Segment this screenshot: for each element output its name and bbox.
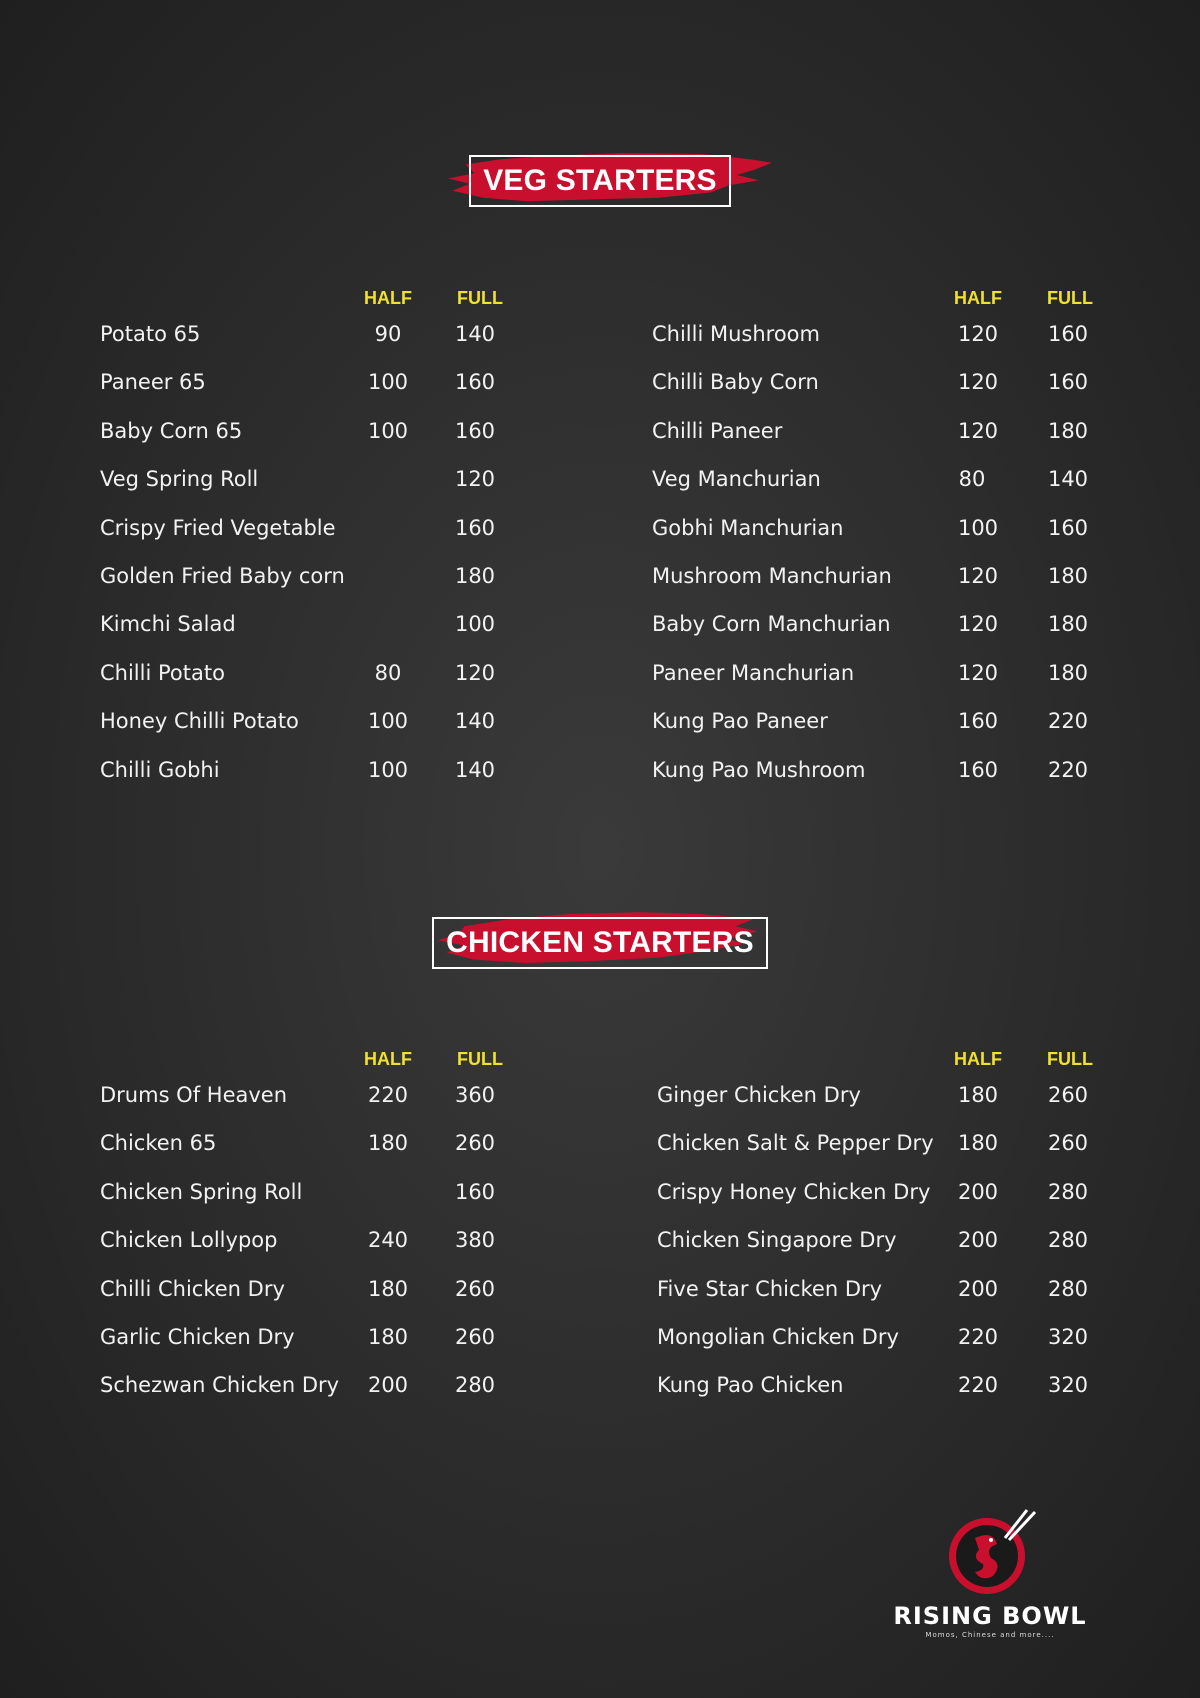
menu-item-row xyxy=(100,653,560,701)
item-name: Paneer 65 xyxy=(100,370,206,395)
column-header xyxy=(100,288,560,314)
section-title: VEG STARTERS xyxy=(469,155,731,207)
menu-item-row xyxy=(652,556,1112,604)
half-price: 120 xyxy=(957,612,999,637)
chicken-menu-column-left xyxy=(100,1049,560,1414)
full-price: 260 xyxy=(1047,1083,1089,1107)
menu-item-row xyxy=(100,1172,560,1220)
full-price: 260 xyxy=(454,1276,496,1301)
half-label: HALF xyxy=(954,1049,1002,1069)
half-price: 100 xyxy=(957,515,999,540)
item-name: Mongolian Chicken Dry xyxy=(657,1324,899,1349)
menu-item-row xyxy=(657,1220,1117,1268)
full-price: 280 xyxy=(454,1373,496,1398)
chicken-menu-column-right xyxy=(657,1049,1117,1414)
full-price: 160 xyxy=(1047,322,1089,346)
menu-item-row xyxy=(652,459,1112,507)
full-price: 100 xyxy=(454,612,496,637)
half-price: 100 xyxy=(367,709,409,734)
half-price: 200 xyxy=(957,1228,999,1253)
full-price: 140 xyxy=(454,757,496,782)
half-price: 240 xyxy=(367,1228,409,1253)
item-name: Kung Pao Paneer xyxy=(652,709,828,734)
item-name: Veg Manchurian xyxy=(652,467,821,492)
menu-item-row xyxy=(100,1365,560,1413)
menu-item-row xyxy=(100,701,560,749)
half-label: HALF xyxy=(364,1049,412,1069)
item-name: Chicken 65 xyxy=(100,1131,217,1156)
item-name: Chicken Spring Roll xyxy=(100,1179,303,1204)
menu-item-row xyxy=(652,653,1112,701)
menu-item-row xyxy=(100,1220,560,1268)
half-price: 200 xyxy=(957,1276,999,1301)
veg-menu-column-left xyxy=(100,288,560,798)
half-price: 100 xyxy=(367,757,409,782)
full-price: 260 xyxy=(454,1324,496,1349)
item-name: Baby Corn 65 xyxy=(100,418,243,443)
half-price: 220 xyxy=(957,1324,999,1349)
half-price: 200 xyxy=(367,1373,409,1398)
menu-item-row xyxy=(652,750,1112,798)
menu-item-row xyxy=(657,1317,1117,1365)
half-price: 120 xyxy=(957,563,999,588)
section-title: CHICKEN STARTERS xyxy=(432,917,768,969)
half-price: 120 xyxy=(957,322,999,346)
menu-item-row xyxy=(100,459,560,507)
menu-item-row xyxy=(100,1123,560,1171)
item-name: Veg Spring Roll xyxy=(100,467,259,492)
item-name: Crispy Honey Chicken Dry xyxy=(657,1179,931,1204)
full-price: 160 xyxy=(454,370,496,395)
item-name: Honey Chilli Potato xyxy=(100,709,299,734)
full-label: FULL xyxy=(457,288,503,308)
half-price: 90 xyxy=(374,322,402,346)
menu-item-row xyxy=(100,362,560,410)
full-price: 140 xyxy=(1047,467,1089,492)
menu-item-row xyxy=(652,314,1112,362)
item-name: Paneer Manchurian xyxy=(652,660,855,685)
item-name: Baby Corn Manchurian xyxy=(652,612,891,637)
menu-item-row xyxy=(652,604,1112,652)
menu-item-row xyxy=(100,314,560,362)
full-price: 180 xyxy=(1047,563,1089,588)
menu-item-row xyxy=(657,1269,1117,1317)
half-price: 100 xyxy=(367,370,409,395)
menu-item-row xyxy=(100,508,560,556)
full-price: 140 xyxy=(454,709,496,734)
half-price: 180 xyxy=(367,1131,409,1156)
item-name: Five Star Chicken Dry xyxy=(657,1276,883,1301)
chicken-starters-header xyxy=(0,917,1200,969)
item-name: Chicken Lollypop xyxy=(100,1228,278,1253)
menu-item-row xyxy=(652,411,1112,459)
menu-item-row xyxy=(657,1365,1117,1413)
menu-item-row xyxy=(652,362,1112,410)
half-label: HALF xyxy=(364,288,412,308)
menu-item-row xyxy=(100,556,560,604)
half-price: 160 xyxy=(957,709,999,734)
item-name: Mushroom Manchurian xyxy=(652,563,892,588)
half-price: 120 xyxy=(957,370,999,395)
full-price: 220 xyxy=(1047,709,1089,734)
half-price: 180 xyxy=(957,1083,999,1107)
full-price: 320 xyxy=(1047,1373,1089,1398)
half-price: 160 xyxy=(957,757,999,782)
dragon-bowl-icon xyxy=(945,1508,1045,1600)
half-price: 180 xyxy=(957,1131,999,1156)
item-name: Kimchi Salad xyxy=(100,612,236,637)
item-name: Chicken Singapore Dry xyxy=(657,1228,897,1253)
menu-item-row xyxy=(100,1269,560,1317)
item-name: Chilli Mushroom xyxy=(652,322,820,346)
menu-item-row xyxy=(100,411,560,459)
full-label: FULL xyxy=(1047,1049,1093,1069)
item-name: Chicken Salt & Pepper Dry xyxy=(657,1131,934,1156)
item-name: Potato 65 xyxy=(100,322,201,346)
full-price: 160 xyxy=(454,418,496,443)
full-price: 320 xyxy=(1047,1324,1089,1349)
item-name: Chilli Gobhi xyxy=(100,757,220,782)
full-price: 180 xyxy=(1047,418,1089,443)
menu-item-row xyxy=(100,604,560,652)
half-label: HALF xyxy=(954,288,1002,308)
half-price: 100 xyxy=(367,418,409,443)
full-price: 180 xyxy=(1047,612,1089,637)
item-name: Chilli Paneer xyxy=(652,418,783,443)
full-price: 120 xyxy=(454,467,496,492)
full-price: 180 xyxy=(454,563,496,588)
half-price: 200 xyxy=(957,1179,999,1204)
item-name: Kung Pao Mushroom xyxy=(652,757,866,782)
full-price: 380 xyxy=(454,1228,496,1253)
column-header xyxy=(652,288,1112,314)
column-header xyxy=(657,1049,1117,1075)
full-price: 260 xyxy=(1047,1131,1089,1156)
half-price: 80 xyxy=(374,660,402,685)
half-price: 120 xyxy=(957,660,999,685)
full-price: 280 xyxy=(1047,1179,1089,1204)
full-price: 160 xyxy=(1047,515,1089,540)
item-name: Chilli Potato xyxy=(100,660,225,685)
item-name: Chilli Chicken Dry xyxy=(100,1276,285,1301)
half-price: 180 xyxy=(367,1324,409,1349)
menu-item-row xyxy=(100,750,560,798)
item-name: Crispy Fried Vegetable xyxy=(100,515,336,540)
brand-name: RISING BOWL xyxy=(893,1602,1087,1630)
full-price: 160 xyxy=(454,515,496,540)
menu-item-row xyxy=(100,1075,560,1123)
full-price: 280 xyxy=(1047,1276,1089,1301)
half-price: 80 xyxy=(958,467,986,492)
veg-menu-column-right xyxy=(652,288,1112,798)
veg-starters-header xyxy=(0,155,1200,207)
half-price: 180 xyxy=(367,1276,409,1301)
full-price: 140 xyxy=(454,322,496,346)
full-price: 360 xyxy=(454,1083,496,1107)
full-label: FULL xyxy=(457,1049,503,1069)
menu-item-row xyxy=(657,1123,1117,1171)
full-price: 220 xyxy=(1047,757,1089,782)
menu-item-row xyxy=(657,1075,1117,1123)
item-name: Schezwan Chicken Dry xyxy=(100,1373,340,1398)
menu-item-row xyxy=(652,508,1112,556)
full-price: 280 xyxy=(1047,1228,1089,1253)
item-name: Chilli Baby Corn xyxy=(652,370,819,395)
item-name: Gobhi Manchurian xyxy=(652,515,844,540)
half-price: 220 xyxy=(957,1373,999,1398)
menu-item-row xyxy=(652,701,1112,749)
full-label: FULL xyxy=(1047,288,1093,308)
full-price: 160 xyxy=(1047,370,1089,395)
brand-tagline: Momos, Chinese and more.... xyxy=(925,1631,1055,1639)
rising-bowl-logo xyxy=(880,1508,1100,1638)
full-price: 120 xyxy=(454,660,496,685)
full-price: 160 xyxy=(454,1179,496,1204)
column-header xyxy=(100,1049,560,1075)
full-price: 180 xyxy=(1047,660,1089,685)
menu-item-row xyxy=(657,1172,1117,1220)
menu-item-row xyxy=(100,1317,560,1365)
item-name: Garlic Chicken Dry xyxy=(100,1324,295,1349)
half-price: 120 xyxy=(957,418,999,443)
half-price: 220 xyxy=(367,1083,409,1107)
full-price: 260 xyxy=(454,1131,496,1156)
item-name: Ginger Chicken Dry xyxy=(657,1083,861,1107)
item-name: Golden Fried Baby corn xyxy=(100,563,345,588)
item-name: Kung Pao Chicken xyxy=(657,1373,844,1398)
item-name: Drums Of Heaven xyxy=(100,1083,288,1107)
